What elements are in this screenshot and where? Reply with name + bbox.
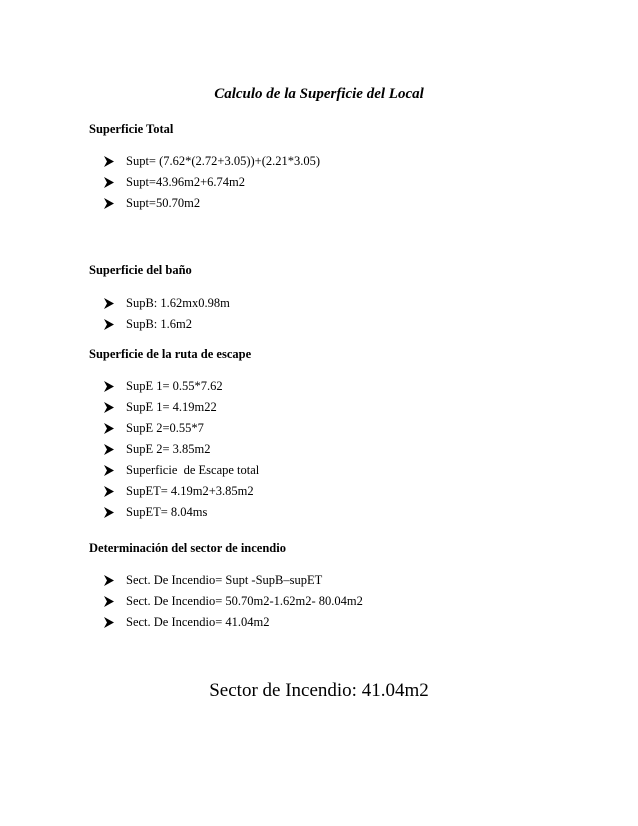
list-item: Sect. De Incendio= 41.04m2 <box>104 612 363 633</box>
list-item: Superficie de Escape total <box>104 460 259 481</box>
list-item: Sect. De Incendio= 50.70m2-1.62m2- 80.04m2 <box>104 591 363 612</box>
list-item: SupB: 1.6m2 <box>104 314 230 335</box>
section-list-superficie-total <box>104 151 320 214</box>
list-item: Supt= (7.62*(2.72+3.05))+(2.21*3.05) <box>104 151 320 172</box>
arrow-bullet-icon <box>104 156 114 167</box>
list-item: SupET= 4.19m2+3.85m2 <box>104 481 259 502</box>
arrow-bullet-icon <box>104 402 114 413</box>
list-item: SupE 2=0.55*7 <box>104 418 259 439</box>
list-item: SupE 1= 0.55*7.62 <box>104 376 259 397</box>
arrow-bullet-icon <box>104 198 114 209</box>
section-list-superficie-bano <box>104 293 230 335</box>
list-item: SupB: 1.62mx0.98m <box>104 293 230 314</box>
section-list-sector-incendio <box>104 570 363 633</box>
list-item: SupE 2= 3.85m2 <box>104 439 259 460</box>
arrow-bullet-icon <box>104 298 114 309</box>
result-summary: Sector de Incendio: 41.04m2 <box>209 680 429 701</box>
arrow-bullet-icon <box>104 486 114 497</box>
arrow-bullet-icon <box>104 423 114 434</box>
section-heading-sector-incendio: Determinación del sector de incendio <box>89 541 286 555</box>
arrow-bullet-icon <box>104 575 114 586</box>
list-item: SupE 1= 4.19m22 <box>104 397 259 418</box>
arrow-bullet-icon <box>104 444 114 455</box>
section-heading-superficie-total: Superficie Total <box>89 122 174 136</box>
arrow-bullet-icon <box>104 381 114 392</box>
list-item: Sect. De Incendio= Supt -SupB–supET <box>104 570 363 591</box>
arrow-bullet-icon <box>104 465 114 476</box>
arrow-bullet-icon <box>104 596 114 607</box>
list-item: Supt=43.96m2+6.74m2 <box>104 172 320 193</box>
arrow-bullet-icon <box>104 319 114 330</box>
arrow-bullet-icon <box>104 177 114 188</box>
document-title: Calculo de la Superficie del Local <box>214 86 424 102</box>
arrow-bullet-icon <box>104 507 114 518</box>
list-item: SupET= 8.04ms <box>104 502 259 523</box>
list-item: Supt=50.70m2 <box>104 193 320 214</box>
section-list-ruta-escape <box>104 376 259 523</box>
section-heading-superficie-bano: Superficie del baño <box>89 263 192 277</box>
arrow-bullet-icon <box>104 617 114 628</box>
section-heading-ruta-escape: Superficie de la ruta de escape <box>89 347 252 361</box>
